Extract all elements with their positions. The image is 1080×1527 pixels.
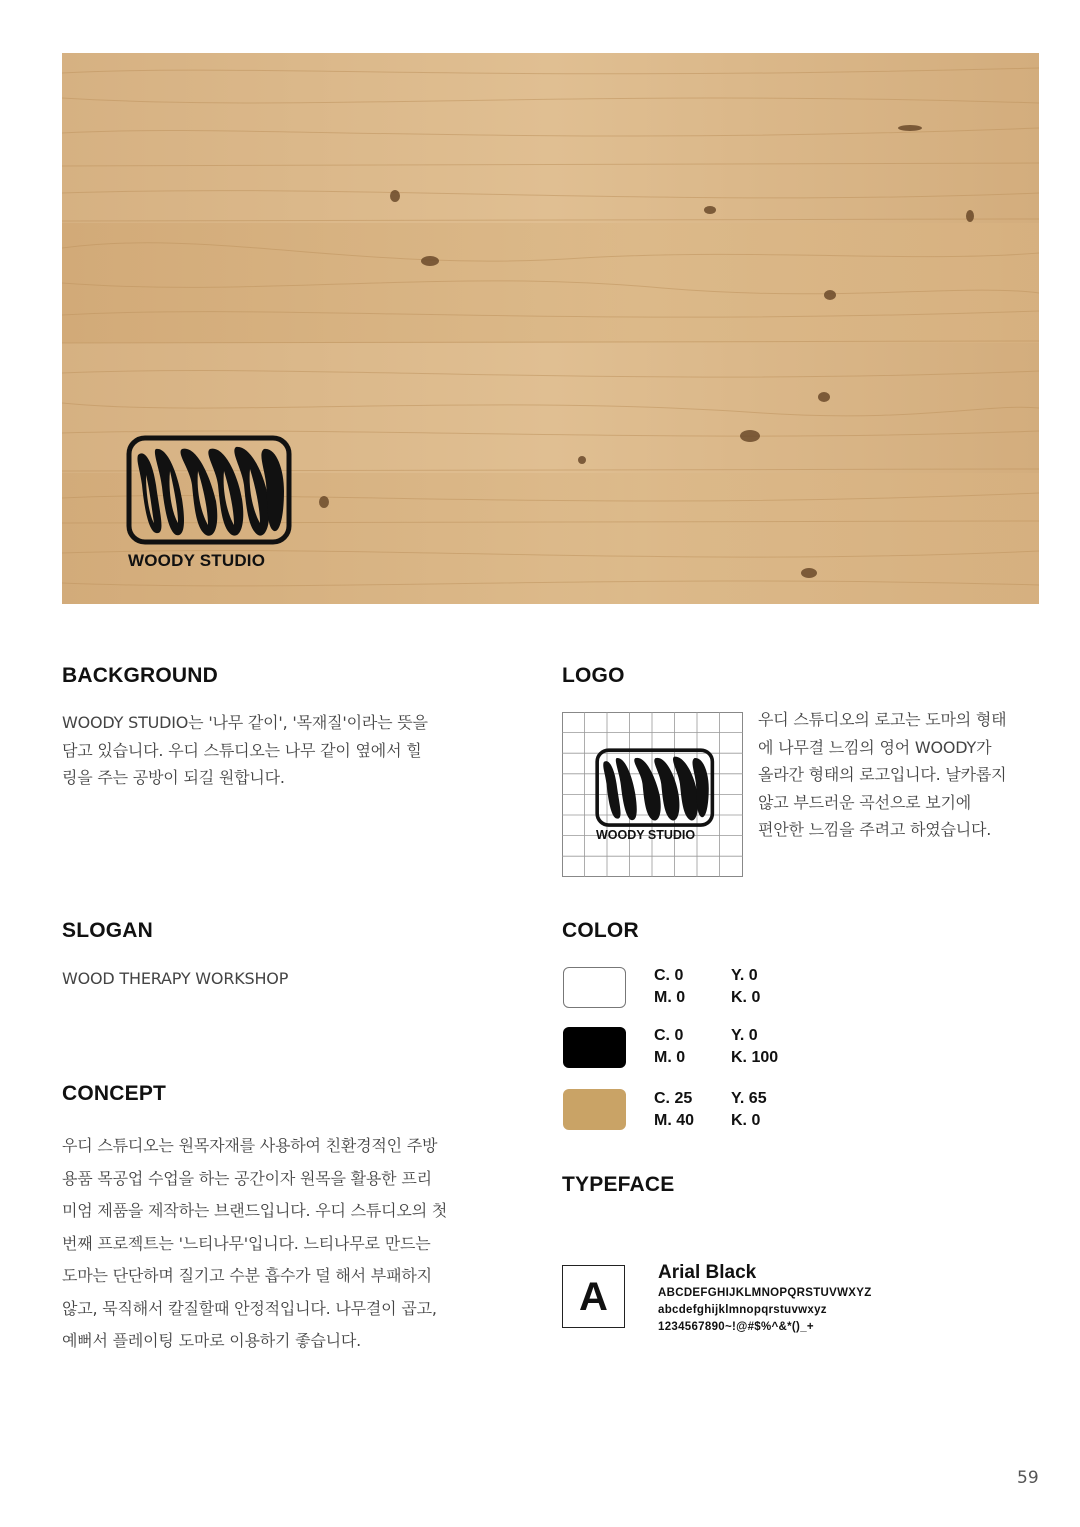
concept-line: 예뻐서 플레이팅 도마로 이용하기 좋습니다. bbox=[62, 1331, 362, 1350]
concept-text bbox=[62, 1130, 502, 1358]
swatch-m: M. 0 bbox=[654, 1049, 686, 1066]
concept-line: 않고, 묵직해서 칼질할때 안정적입니다. 나무결이 곱고, bbox=[62, 1298, 437, 1318]
typeface-numbers: 1234567890~!@#$%^&*()_+ bbox=[658, 1321, 814, 1333]
swatch-m: M. 0 bbox=[654, 989, 686, 1006]
logo-text bbox=[758, 706, 1048, 844]
slogan-text: WOOD THERAPY WORKSHOP bbox=[62, 969, 289, 988]
swatch-white-cm bbox=[654, 965, 685, 1009]
swatch-k: K. 100 bbox=[731, 1049, 779, 1066]
logo-heading: LOGO bbox=[562, 664, 625, 687]
typeface-lowercase: abcdefghijklmnopqrstuvwxyz bbox=[658, 1304, 827, 1316]
logo-grid-diagram bbox=[562, 712, 743, 877]
logo-line: 않고 부드러운 곡선으로 보기에 bbox=[758, 792, 971, 812]
concept-heading: CONCEPT bbox=[62, 1082, 167, 1105]
background-heading: BACKGROUND bbox=[62, 664, 218, 687]
background-line: 링을 주는 공방이 되길 원합니다. bbox=[62, 768, 285, 787]
logo-line: 우디 스튜디오의 로고는 도마의 형태 bbox=[758, 710, 1007, 729]
logo-line: 편안한 느낌을 주려고 하였습니다. bbox=[758, 820, 992, 839]
swatch-m: M. 40 bbox=[654, 1112, 695, 1129]
grid-logo-caption: WOODY STUDIO bbox=[596, 828, 696, 842]
typeface-sample-box: A bbox=[562, 1265, 625, 1328]
swatch-wood-cm bbox=[654, 1088, 694, 1132]
typeface-heading: TYPEFACE bbox=[562, 1173, 675, 1196]
typeface-uppercase: ABCDEFGHIJKLMNOPQRSTUVWXYZ bbox=[658, 1287, 872, 1299]
logo-line: 에 나무결 느낌의 영어 WOODY가 bbox=[758, 737, 992, 757]
color-heading: COLOR bbox=[562, 919, 639, 942]
swatch-white-yk bbox=[731, 965, 760, 1009]
swatch-white bbox=[563, 967, 626, 1008]
swatch-black-cm bbox=[654, 1025, 685, 1069]
hero-wood-image bbox=[62, 53, 1039, 604]
swatch-c: C. 0 bbox=[654, 967, 684, 984]
swatch-black-yk bbox=[731, 1025, 778, 1069]
woody-logo-icon bbox=[126, 435, 292, 545]
typeface-name: Arial Black bbox=[658, 1262, 757, 1283]
swatch-y: Y. 0 bbox=[731, 967, 758, 984]
concept-line: 우디 스튜디오는 원목자재를 사용하여 친환경적인 주방 bbox=[62, 1136, 438, 1155]
swatch-y: Y. 0 bbox=[731, 1027, 758, 1044]
swatch-wood bbox=[563, 1089, 626, 1130]
background-line: 담고 있습니다. 우디 스튜디오는 나무 같이 옆에서 힐 bbox=[62, 740, 422, 760]
swatch-k: K. 0 bbox=[731, 1112, 761, 1129]
logo-line: 올라간 형태의 로고입니다. 날카롭지 bbox=[758, 765, 1007, 784]
swatch-k: K. 0 bbox=[731, 989, 761, 1006]
slogan-heading: SLOGAN bbox=[62, 919, 154, 942]
swatch-wood-yk bbox=[731, 1088, 767, 1132]
background-line: WOODY STUDIO는 '나무 같이', '목재질'이라는 뜻을 bbox=[62, 713, 428, 732]
concept-line: 도마는 단단하며 질기고 수분 흡수가 덜 해서 부패하지 bbox=[62, 1266, 432, 1285]
background-text bbox=[62, 709, 502, 792]
swatch-y: Y. 65 bbox=[731, 1090, 767, 1107]
concept-line: 번째 프로젝트는 '느티나무'입니다. 느티나무로 만드는 bbox=[62, 1233, 431, 1253]
concept-line: 용품 목공업 수업을 하는 공간이자 원목을 활용한 프리 bbox=[62, 1168, 432, 1188]
concept-line: 미엄 제품을 제작하는 브랜드입니다. 우디 스튜디오의 첫 bbox=[62, 1201, 448, 1220]
hero-logo-caption: WOODY STUDIO bbox=[128, 551, 266, 570]
swatch-black bbox=[563, 1027, 626, 1068]
page-number: 59 bbox=[1017, 1468, 1039, 1488]
swatch-c: C. 0 bbox=[654, 1027, 684, 1044]
swatch-c: C. 25 bbox=[654, 1090, 693, 1107]
